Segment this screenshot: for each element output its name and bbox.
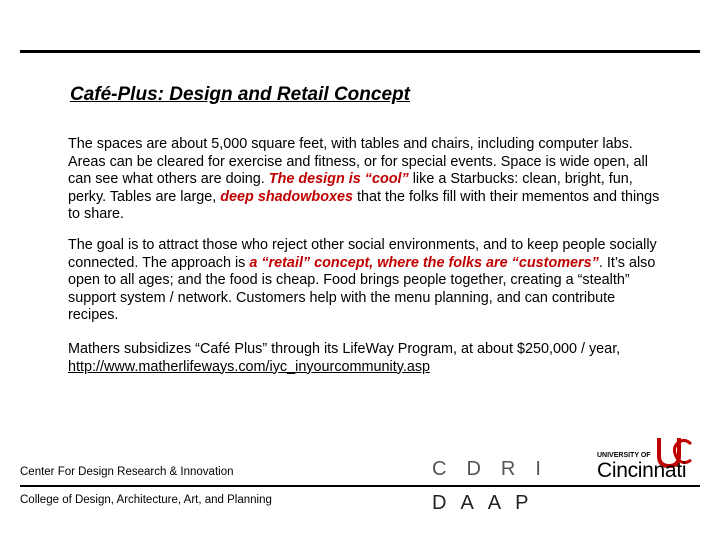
- cdri-logo: CDRI: [432, 458, 561, 480]
- p3-text: Mathers subsidizes “Café Plus” through its LifeWay Program, at about $250,000 / year,: [68, 341, 621, 357]
- footer-center-name: Center For Design Research & Innovation: [20, 466, 234, 478]
- p1-text: The spaces are about 5,000 square feet, with tables and chairs, including computer labs. Areas can be cleared for exercise and fitness, or for special events. Space is wide open, all can see what others are doing.: [68, 136, 648, 187]
- paragraph-goal: [68, 237, 668, 325]
- p2-text: The goal is to attract those who reject other social environments, and to keep people socially connected. The approach is: [68, 237, 657, 271]
- footer-divider: [20, 485, 700, 487]
- daap-logo: DAAP: [432, 492, 543, 514]
- slide-title: Café-Plus: Design and Retail Concept: [70, 84, 410, 105]
- uc-cincinnati: Cincinnati: [597, 459, 687, 482]
- p1-emphasis-shadowboxes: deep shadowboxes: [220, 188, 353, 205]
- p1-emphasis-cool: The design is “cool”: [268, 171, 409, 187]
- uc-university-of: UNIVERSITY OF: [597, 452, 651, 459]
- p2-emphasis-retail: a “retail” concept, where the folks are “customers”: [249, 254, 599, 271]
- paragraph-funding: [68, 341, 668, 376]
- top-divider: [20, 50, 700, 53]
- p2-text-end: . It’s also open to all ages; and the food is cheap. Food brings people together, creating a “stealth” support system / network. Customers help with the menu planning, and can contribute recipes.: [68, 254, 656, 323]
- paragraph-design: [68, 136, 668, 224]
- p1-text-mid: like a Starbucks: clean, bright, fun, perky. Tables are large,: [68, 171, 633, 205]
- mather-link[interactable]: http://www.matherlifeways.com/iyc_inyourcommunity.asp: [68, 358, 431, 375]
- footer-college-name: College of Design, Architecture, Art, and Planning: [20, 494, 272, 506]
- p1-text-end: that the folks fill with their mementos and things to share.: [68, 188, 660, 222]
